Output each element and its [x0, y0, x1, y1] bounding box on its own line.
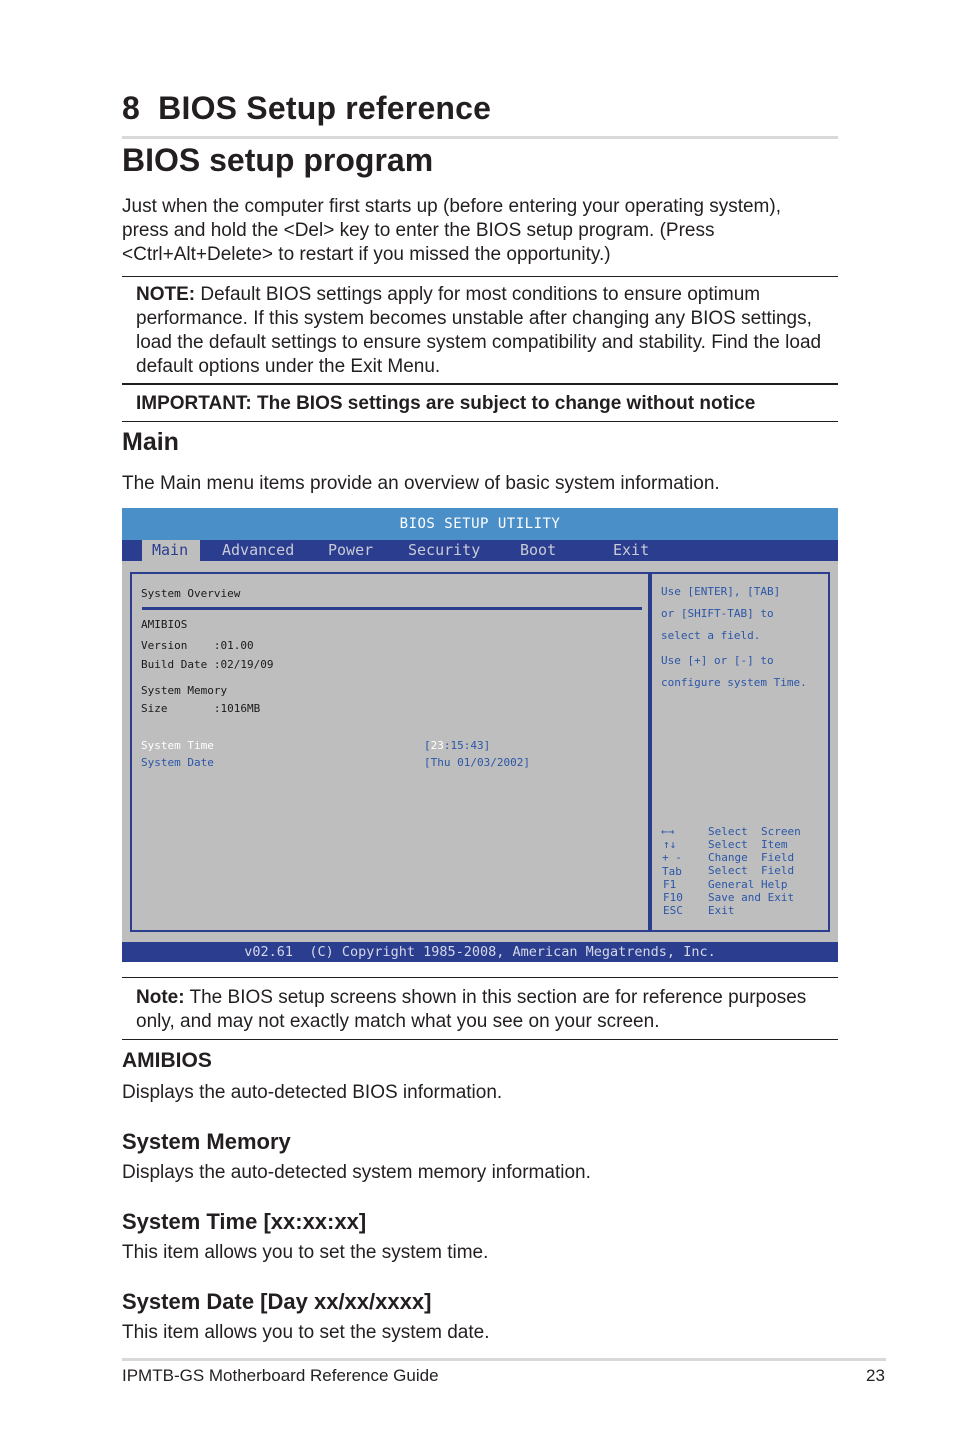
- section-title: BIOS setup program: [122, 142, 434, 178]
- help-line: configure system Time.: [661, 676, 807, 689]
- footer-rule: [122, 1358, 886, 1361]
- bios-tab-boot[interactable]: Boot: [520, 541, 557, 559]
- time-bracket: [: [424, 739, 431, 752]
- note-label: NOTE:: [136, 284, 196, 305]
- important-bottom-rule: [122, 421, 838, 422]
- amibios-label: AMIBIOS: [141, 618, 188, 631]
- bios-build-date: Build Date :02/19/09: [141, 658, 274, 671]
- chapter-title: 8 BIOS Setup reference: [122, 90, 492, 126]
- time-rest: :15:43]: [443, 739, 491, 752]
- footer-guide-title: IPMTB-GS Motherboard Reference Guide: [122, 1366, 439, 1385]
- key-legend-desc: Change Field: [708, 851, 795, 864]
- important-notice: IMPORTANT: The BIOS settings are subject to change without notice: [136, 393, 756, 414]
- key-legend-key: ↑↓: [663, 838, 677, 851]
- key-legend-desc: General Help: [708, 878, 788, 891]
- chapter-divider: [122, 136, 838, 139]
- item-desc-date: This item allows you to set the system date.: [122, 1322, 490, 1343]
- bios-tab-exit[interactable]: Exit: [613, 541, 650, 559]
- note-bottom-rule: [122, 383, 838, 385]
- key-legend-desc: Exit: [708, 904, 735, 917]
- note2-box: [136, 986, 836, 1034]
- note-text: default options under the Exit Menu.: [136, 356, 441, 377]
- bios-main-pane: [130, 572, 650, 932]
- system-date-field[interactable]: [Thu 01/03/2002]: [424, 756, 530, 769]
- help-line: or [SHIFT-TAB] to: [661, 607, 774, 620]
- main-heading: Main: [122, 428, 179, 456]
- intro-line: <Ctrl+Alt+Delete> to restart if you missed the opportunity.): [122, 244, 611, 265]
- bios-copyright-bar: v02.61 (C) Copyright 1985-2008, American Megatrends, Inc.: [122, 942, 838, 962]
- note2-text: only, and may not exactly match what you see on your screen.: [136, 1011, 660, 1032]
- item-desc-time: This item allows you to set the system time.: [122, 1242, 489, 1263]
- overview-rule: [142, 607, 642, 610]
- system-time-label[interactable]: System Time: [141, 739, 214, 752]
- note-text: Default BIOS settings apply for most conditions to ensure optimum: [195, 284, 761, 305]
- item-heading-memory: System Memory: [122, 1129, 291, 1154]
- key-legend-key: + -: [662, 851, 682, 864]
- intro-line: Just when the computer first starts up (before entering your operating system),: [122, 196, 781, 217]
- key-legend-desc: Select Screen: [708, 825, 801, 838]
- bios-menu-bar: [122, 540, 838, 561]
- page-number: 23: [866, 1366, 885, 1385]
- item-heading-amibios: AMIBIOS: [122, 1049, 212, 1072]
- help-line: select a field.: [661, 629, 761, 642]
- bios-title-bar: BIOS SETUP UTILITY: [122, 508, 838, 540]
- system-date-label[interactable]: System Date: [141, 756, 214, 769]
- bios-version: Version :01.00: [141, 639, 254, 652]
- memory-size: Size :1016MB: [141, 702, 261, 715]
- key-legend-desc: Save and Exit: [708, 891, 795, 904]
- bios-tab-advanced[interactable]: Advanced: [222, 541, 295, 559]
- help-line: Use [+] or [-] to: [661, 654, 774, 667]
- key-legend-key: F1: [663, 878, 677, 891]
- note2-top-rule: [122, 977, 838, 978]
- system-time-field[interactable]: [424, 739, 490, 752]
- key-legend-desc: Select Field: [708, 864, 795, 877]
- bios-tab-security[interactable]: Security: [408, 541, 481, 559]
- bios-help-pane: [650, 572, 830, 932]
- bios-tab-main[interactable]: Main: [142, 540, 200, 561]
- note-text: load the default settings to ensure system compatibility and stability. Find the load: [136, 332, 822, 353]
- item-desc-memory: Displays the auto-detected system memory information.: [122, 1162, 591, 1183]
- help-line: Use [ENTER], [TAB]: [661, 585, 781, 598]
- time-hour[interactable]: 23: [430, 739, 444, 752]
- note-box: [136, 283, 836, 379]
- intro-paragraph: [122, 195, 838, 267]
- bios-tab-power[interactable]: Power: [328, 541, 374, 559]
- bios-screen: [122, 508, 838, 962]
- key-legend-key: ←→: [661, 825, 675, 838]
- key-legend-desc: Select Item: [708, 838, 788, 851]
- note-top-rule: [122, 276, 838, 277]
- key-legend-key: F10: [663, 891, 683, 904]
- note-text: performance. If this system becomes unstable after changing any BIOS settings,: [136, 308, 812, 329]
- note2-label: Note:: [136, 987, 185, 1008]
- overview-label: System Overview: [141, 587, 241, 600]
- item-heading-time: System Time [xx:xx:xx]: [122, 1209, 367, 1234]
- main-description: The Main menu items provide an overview of basic system information.: [122, 473, 720, 494]
- memory-label: System Memory: [141, 684, 228, 697]
- key-legend-key: ESC: [663, 904, 683, 917]
- intro-line: press and hold the <Del> key to enter the BIOS setup program. (Press: [122, 220, 715, 241]
- key-legend-key: Tab: [662, 865, 682, 878]
- note2-bottom-rule: [122, 1039, 838, 1040]
- note2-text: The BIOS setup screens shown in this section are for reference purposes: [184, 987, 807, 1008]
- item-desc-amibios: Displays the auto-detected BIOS information.: [122, 1082, 503, 1103]
- item-heading-date: System Date [Day xx/xx/xxxx]: [122, 1289, 432, 1314]
